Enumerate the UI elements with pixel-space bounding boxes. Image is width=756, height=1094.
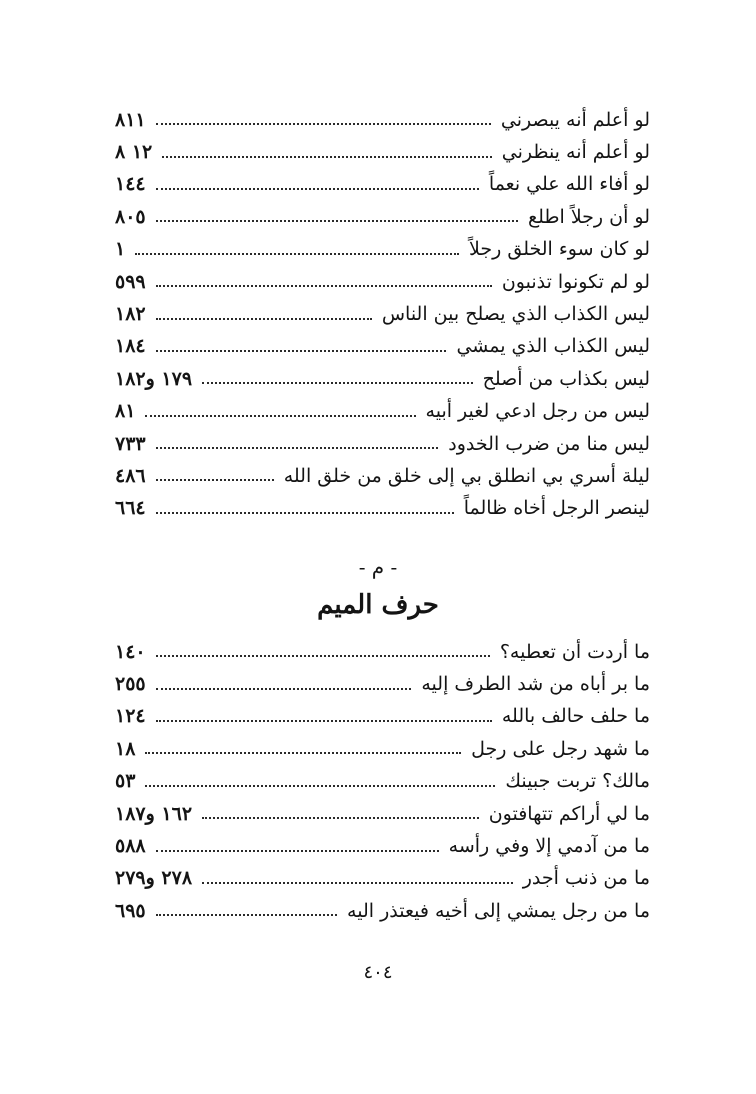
index-entry xyxy=(115,234,650,266)
entry-text: ليس منا من ضرب الخدود xyxy=(448,432,650,455)
index-entry xyxy=(115,363,650,395)
entry-page-ref: ٨١ xyxy=(115,400,136,423)
entry-text: لو أعلم أنه ينظرني xyxy=(501,141,650,164)
dot-leader xyxy=(156,688,412,690)
entry-text: لو أفاء الله علي نعماً xyxy=(488,173,650,196)
section-heading: حرف الميم xyxy=(317,590,439,620)
entry-text: ما من ذنب أجدر xyxy=(522,867,650,890)
entry-page-ref: ١٧٩ و١٨٢ xyxy=(115,367,193,390)
dot-leader xyxy=(145,752,461,754)
entry-page-ref: ٦٩٥ xyxy=(115,899,146,922)
entry-text: ما بر أباه من شد الطرف إليه xyxy=(421,673,650,696)
entry-page-ref: ١٢ ٨ xyxy=(115,141,153,164)
index-entry xyxy=(115,701,650,733)
dot-leader xyxy=(156,285,492,287)
dot-leader xyxy=(145,785,495,787)
entry-text: ليس من رجل ادعي لغير أبيه xyxy=(425,400,650,423)
dot-leader xyxy=(202,382,473,384)
index-entry xyxy=(115,104,650,136)
entry-page-ref: ١٨٢ xyxy=(115,303,146,326)
index-entry xyxy=(115,636,650,668)
index-list-mim xyxy=(115,636,650,928)
index-list-lam xyxy=(115,104,650,525)
entry-text: مالك؟ تربت جبينك xyxy=(505,770,650,793)
entry-page-ref: ١٤٠ xyxy=(115,640,146,663)
dot-leader xyxy=(202,882,513,884)
entry-text: ما شهد رجل على رجل xyxy=(471,737,650,760)
dot-leader xyxy=(156,123,491,125)
index-entry xyxy=(115,298,650,330)
page-number: ٤٠٤ xyxy=(363,962,393,983)
entry-page-ref: ٥٣ xyxy=(115,770,136,793)
index-entry xyxy=(115,895,650,927)
entry-text: ما من رجل يمشي إلى أخيه فيعتذر اليه xyxy=(347,899,650,922)
dot-leader xyxy=(156,720,492,722)
entry-page-ref: ١٦٢ و١٨٧ xyxy=(115,802,193,825)
index-entry xyxy=(115,428,650,460)
index-entry xyxy=(115,169,650,201)
dot-leader xyxy=(156,220,518,222)
section-letter-marker: - م - xyxy=(358,555,398,579)
entry-text: ليلة أسري بي انطلق بي إلى خلق من خلق الله xyxy=(283,464,650,487)
entry-text: لو أعلم أنه يبصرني xyxy=(500,108,650,131)
index-entry xyxy=(115,331,650,363)
index-entry xyxy=(115,733,650,765)
dot-leader xyxy=(156,512,454,514)
dot-leader xyxy=(156,850,439,852)
entry-page-ref: ٢٥٥ xyxy=(115,673,146,696)
dot-leader xyxy=(156,479,274,481)
entry-text: لو أن رجلاً اطلع xyxy=(527,205,650,228)
entry-page-ref: ٧٣٣ xyxy=(115,432,146,455)
dot-leader xyxy=(156,350,447,352)
entry-text: ما لي أراكم تتهافتون xyxy=(488,802,650,825)
entry-text: ليس بكذاب من أصلح xyxy=(482,367,650,390)
entry-text: لينصر الرجل أخاه ظالماً xyxy=(463,497,650,520)
index-entry xyxy=(115,766,650,798)
dot-leader xyxy=(156,447,439,449)
entry-text: ما من آدمي إلا وفي رأسه xyxy=(448,835,650,858)
entry-page-ref: ٥٨٨ xyxy=(115,835,146,858)
entry-page-ref: ١ xyxy=(115,238,126,261)
entry-page-ref: ٥٩٩ xyxy=(115,270,146,293)
index-entry xyxy=(115,460,650,492)
index-entry xyxy=(115,136,650,168)
entry-page-ref: ١٢٤ xyxy=(115,705,146,728)
entry-page-ref: ٨١١ xyxy=(115,108,146,131)
dot-leader xyxy=(202,817,479,819)
dot-leader xyxy=(156,318,372,320)
index-entry xyxy=(115,830,650,862)
entry-page-ref: ١٤٤ xyxy=(115,173,146,196)
entry-page-ref: ٦٦٤ xyxy=(115,497,146,520)
index-entry xyxy=(115,201,650,233)
index-entry xyxy=(115,396,650,428)
dot-leader xyxy=(156,188,479,190)
dot-leader xyxy=(156,655,490,657)
entry-text: لو لم تكونوا تذنبون xyxy=(501,270,650,293)
dot-leader xyxy=(135,253,459,255)
index-entry xyxy=(115,668,650,700)
index-entry xyxy=(115,863,650,895)
entry-page-ref: ١٨٤ xyxy=(115,335,146,358)
entry-page-ref: ٢٧٨ و٢٧٩ xyxy=(115,867,193,890)
entry-page-ref: ٨٠٥ xyxy=(115,205,146,228)
entry-text: ما أردت أن تعطيه؟ xyxy=(499,640,650,663)
dot-leader xyxy=(145,415,415,417)
entry-text: ما حلف حالف بالله xyxy=(501,705,650,728)
dot-leader xyxy=(162,156,491,158)
entry-text: ليس الكذاب الذي يمشي xyxy=(456,335,650,358)
index-entry xyxy=(115,266,650,298)
index-entry xyxy=(115,493,650,525)
index-entry xyxy=(115,798,650,830)
dot-leader xyxy=(156,914,337,916)
entry-text: ليس الكذاب الذي يصلح بين الناس xyxy=(381,303,650,326)
entry-text: لو كان سوء الخلق رجلاً xyxy=(469,238,650,261)
entry-page-ref: ٤٨٦ xyxy=(115,464,146,487)
entry-page-ref: ١٨ xyxy=(115,737,136,760)
